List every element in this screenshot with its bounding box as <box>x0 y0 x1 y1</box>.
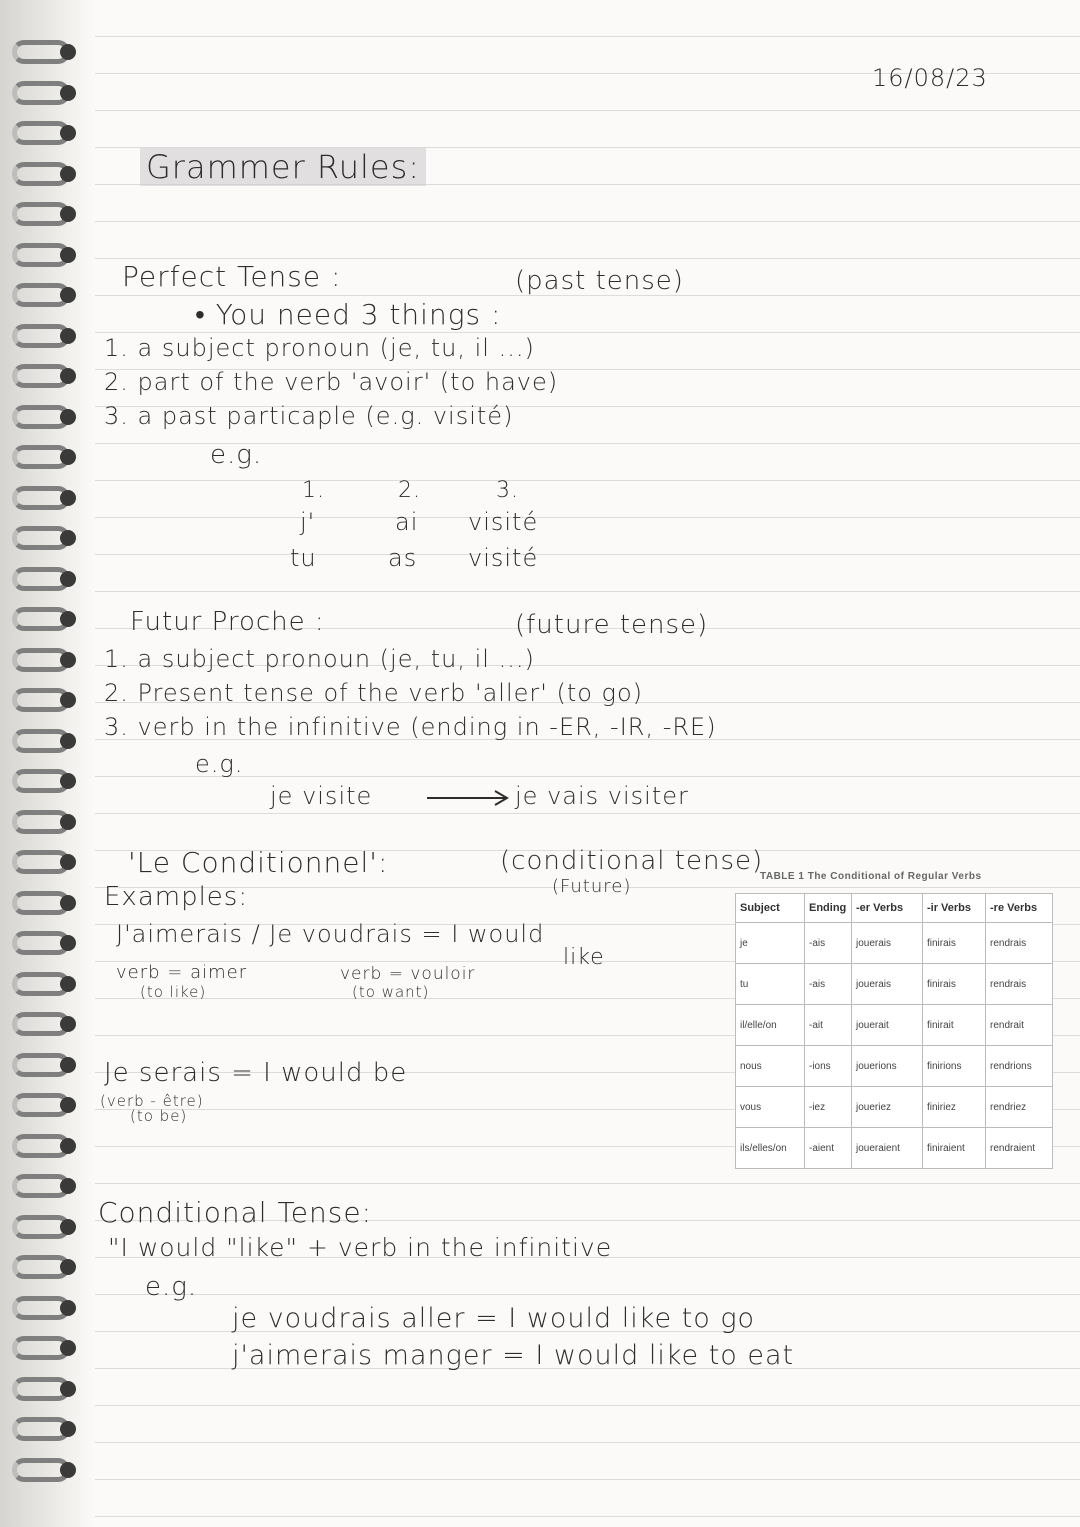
punch-hole <box>60 1057 76 1073</box>
conditional-example-1: je voudrais aller = I would like to go <box>232 1303 756 1334</box>
table-cell: joueraient <box>852 1128 923 1169</box>
conditionnel-verb1-meaning: (to like) <box>140 983 207 1001</box>
punch-hole <box>60 368 76 384</box>
table-cell: nous <box>736 1046 805 1087</box>
date: 16/08/23 <box>872 64 988 92</box>
futur-to: je vais visiter <box>515 782 689 810</box>
futur-item-2: 2. Present tense of the verb 'aller' (to go) <box>104 679 643 707</box>
conditional-heading: Conditional Tense: <box>98 1196 373 1229</box>
table-cell: tu <box>736 964 805 1005</box>
table-row <box>736 1128 1053 1169</box>
punch-hole <box>60 976 76 992</box>
perfect-note: (past tense) <box>515 266 684 296</box>
conditional-rule: "I would "like" + verb in the infinitive <box>108 1233 613 1262</box>
futur-item-3: 3. verb in the infinitive (ending in -ER, -IR, -RE) <box>104 713 717 741</box>
punch-hole <box>60 733 76 749</box>
punch-hole <box>60 328 76 344</box>
table-cell: finirait <box>923 1005 986 1046</box>
table-cell: ils/elles/on <box>736 1128 805 1169</box>
punch-hole <box>60 166 76 182</box>
punch-hole <box>60 287 76 303</box>
punch-hole <box>60 1138 76 1154</box>
punch-hole <box>60 611 76 627</box>
table-cell: rendriez <box>986 1087 1053 1128</box>
table-cell: finiraient <box>923 1128 986 1169</box>
punch-hole <box>60 773 76 789</box>
conditionnel-examples: Examples: <box>104 882 249 912</box>
punch-hole <box>60 1097 76 1113</box>
conditionnel-verb2: verb = vouloir <box>340 964 476 984</box>
table-caption: TABLE 1 The Conditional of Regular Verbs <box>760 871 982 882</box>
futur-item-1: 1. a subject pronoun (je, tu, il ...) <box>104 645 535 673</box>
futur-from: je visite <box>270 782 373 810</box>
punch-hole <box>60 652 76 668</box>
punch-hole <box>60 85 76 101</box>
conditionnel-verb1: verb = aimer <box>116 962 248 983</box>
table-cell: -ait <box>805 1005 852 1046</box>
punch-hole <box>60 206 76 222</box>
table-header-row <box>736 894 1053 923</box>
table-cell: finirions <box>923 1046 986 1087</box>
punch-hole <box>60 247 76 263</box>
perfect-need: • You need 3 things : <box>195 298 502 331</box>
table-header: -re Verbs <box>986 894 1053 923</box>
perfect-heading: Perfect Tense : <box>122 260 342 293</box>
perfect-item-2: 2. part of the verb 'avoir' (to have) <box>104 368 559 396</box>
perfect-row1-aux: ai <box>395 508 419 536</box>
conditional-endings-table <box>735 893 1053 1169</box>
table-cell: finiriez <box>923 1087 986 1128</box>
table-header: Subject <box>736 894 805 923</box>
table-cell: -aient <box>805 1128 852 1169</box>
table-row <box>736 964 1053 1005</box>
punch-hole <box>60 935 76 951</box>
table-cell: -ais <box>805 964 852 1005</box>
table-cell: jouerait <box>852 1005 923 1046</box>
punch-hole <box>60 1340 76 1356</box>
perfect-row1-subject: j' <box>300 508 316 536</box>
conditionnel-serais: Je serais = I would be <box>104 1058 408 1088</box>
perfect-row2-aux: as <box>388 544 418 572</box>
punch-hole <box>60 571 76 587</box>
conditional-eg: e.g. <box>145 1272 198 1302</box>
table-cell: rendrais <box>986 923 1053 964</box>
perfect-col-2: 2. <box>398 478 421 503</box>
punch-hole <box>60 1219 76 1235</box>
perfect-item-3: 3. a past particaple (e.g. visité) <box>104 402 514 430</box>
conditionnel-note-future: (Future) <box>552 876 632 897</box>
punch-hole <box>60 44 76 60</box>
perfect-row1-participle: visité <box>468 508 539 536</box>
futur-note: (future tense) <box>515 610 709 640</box>
punch-hole <box>60 449 76 465</box>
table-cell: rendrait <box>986 1005 1053 1046</box>
spiral-binding <box>12 40 82 1500</box>
conditionnel-heading: 'Le Conditionnel': <box>128 846 389 879</box>
perfect-col-1: 1. <box>302 478 325 503</box>
punch-hole <box>60 854 76 870</box>
punch-hole <box>60 125 76 141</box>
conditionnel-like: like <box>563 945 605 970</box>
table-cell: -iez <box>805 1087 852 1128</box>
perfect-eg: e.g. <box>210 440 263 470</box>
table-header: Ending <box>805 894 852 923</box>
table-cell: il/elle/on <box>736 1005 805 1046</box>
conditionnel-note: (conditional tense) <box>500 846 764 876</box>
table-cell: finirais <box>923 923 986 964</box>
table-cell: rendrais <box>986 964 1053 1005</box>
table-row <box>736 1046 1053 1087</box>
perfect-col-3: 3. <box>496 478 519 503</box>
table-cell: je <box>736 923 805 964</box>
table-cell: -ais <box>805 923 852 964</box>
punch-hole <box>60 1381 76 1397</box>
table-row <box>736 1087 1053 1128</box>
conditionnel-verb2-meaning: (to want) <box>352 983 430 1001</box>
futur-heading: Futur Proche : <box>130 607 325 637</box>
table-cell: jouerais <box>852 964 923 1005</box>
table-header: -ir Verbs <box>923 894 986 923</box>
punch-hole <box>60 895 76 911</box>
punch-hole <box>60 1462 76 1478</box>
table-cell: joueriez <box>852 1087 923 1128</box>
table-cell: jouerions <box>852 1046 923 1087</box>
punch-hole <box>60 814 76 830</box>
table-cell: rendrions <box>986 1046 1053 1087</box>
table-cell: vous <box>736 1087 805 1128</box>
punch-hole <box>60 1300 76 1316</box>
punch-hole <box>60 1178 76 1194</box>
conditional-example-2: j'aimerais manger = I would like to eat <box>232 1340 795 1371</box>
perfect-row2-subject: tu <box>290 544 317 572</box>
conditionnel-serais-verb: (verb - être) <box>100 1092 204 1110</box>
punch-hole <box>60 530 76 546</box>
table-cell: jouerais <box>852 923 923 964</box>
punch-hole <box>60 409 76 425</box>
conditionnel-serais-meaning: (to be) <box>130 1107 188 1125</box>
page-title: Grammer Rules: <box>140 148 426 186</box>
punch-hole <box>60 1259 76 1275</box>
punch-hole <box>60 692 76 708</box>
punch-hole <box>60 1016 76 1032</box>
punch-hole <box>60 490 76 506</box>
table-cell: -ions <box>805 1046 852 1087</box>
arrow-right-icon <box>425 788 515 808</box>
table-header: -er Verbs <box>852 894 923 923</box>
table-row <box>736 1005 1053 1046</box>
table-cell: finirais <box>923 964 986 1005</box>
table-cell: rendraient <box>986 1128 1053 1169</box>
perfect-item-1: 1. a subject pronoun (je, tu, il ...) <box>104 334 535 362</box>
perfect-row2-participle: visité <box>468 544 539 572</box>
table-row <box>736 923 1053 964</box>
conditionnel-line1: J'aimerais / Je voudrais = I would <box>116 920 545 948</box>
futur-eg: e.g. <box>195 750 244 778</box>
punch-hole <box>60 1421 76 1437</box>
